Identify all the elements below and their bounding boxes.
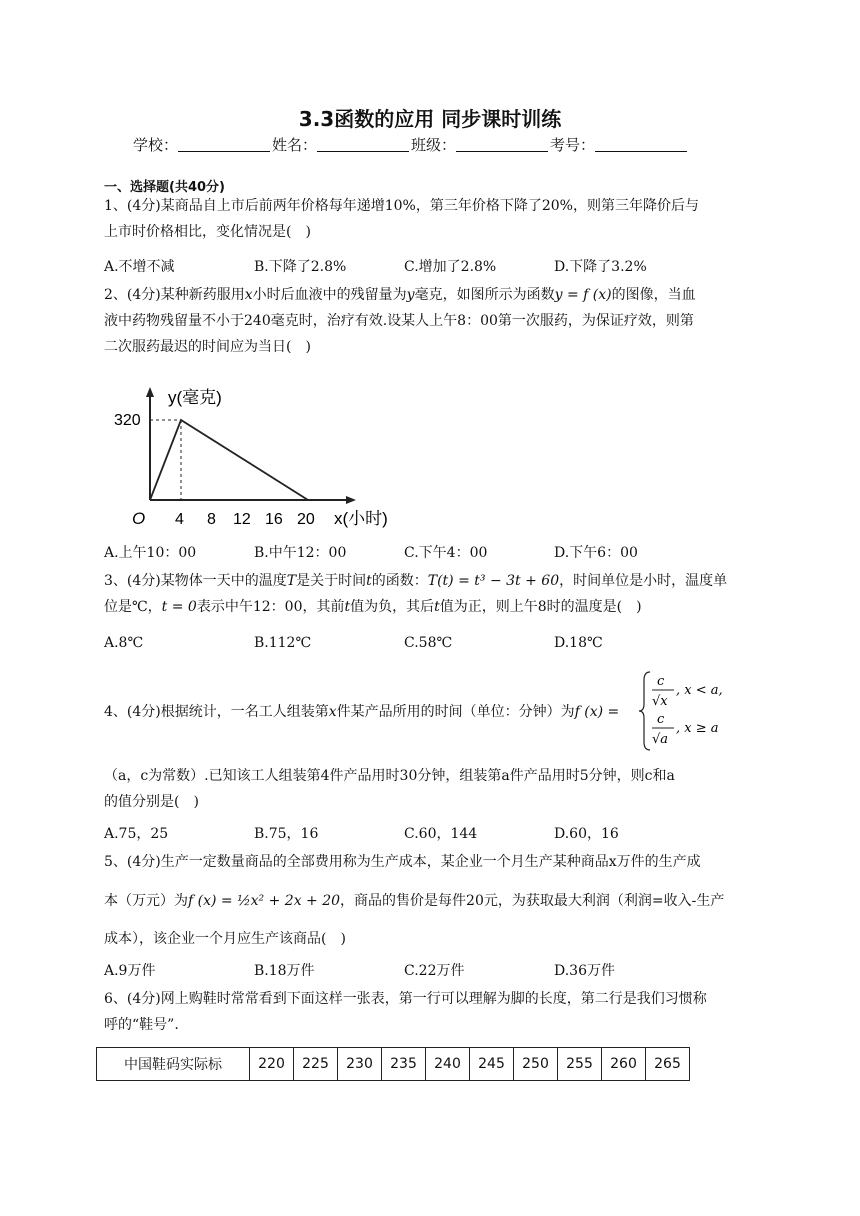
q3-line-2	[104, 594, 764, 620]
q4-var-x: x	[328, 704, 337, 720]
q2-option-a[interactable]: A.上午10：00	[104, 545, 197, 561]
q2-function: y = f (x)	[554, 287, 612, 303]
q2-line-1	[104, 282, 764, 308]
q4-text: 4、(4分)根据统计，一名工人组装第	[104, 704, 329, 720]
q3-options	[104, 635, 764, 657]
q4-option-a[interactable]: A.75，25	[104, 826, 169, 842]
q2-option-d[interactable]: D.下午6：00	[554, 545, 638, 561]
q6-line-2: 呼的“鞋号”.	[104, 1017, 179, 1033]
q2-text: 毫克，如图所示为函数	[414, 287, 555, 303]
q3-option-a[interactable]: A.8℃	[104, 635, 144, 651]
name-blank[interactable]	[317, 137, 409, 152]
q4-option-b[interactable]: B.75，16	[254, 826, 319, 842]
page-title: 3.3函数的应用 同步课时训练	[298, 107, 562, 131]
q4-option-c[interactable]: C.60，144	[404, 826, 478, 842]
q3-text: 位是℃，	[104, 599, 162, 615]
q3-var-t: t	[344, 599, 351, 615]
table-cell: 230	[338, 1048, 382, 1081]
piece2-denominator: √a	[652, 732, 669, 747]
q3-option-c[interactable]: C.58℃	[404, 635, 453, 651]
q5-option-a[interactable]: A.9万件	[104, 963, 156, 979]
q6-line-1: 6、(4分)网上购鞋时常常看到下面这样一张表，第一行可以理解为脚的长度，第二行是我们习惯称	[104, 991, 707, 1007]
x-tick-16: 16	[265, 511, 283, 528]
q1-option-d[interactable]: D.下降了3.2%	[554, 259, 647, 275]
student-info-line	[133, 134, 753, 155]
exam-no-blank[interactable]	[595, 137, 687, 152]
x-tick-20: 20	[297, 511, 315, 528]
class-label: 班级：	[411, 136, 457, 154]
x-tick-8: 8	[207, 511, 216, 528]
piece2-numerator: c	[657, 712, 665, 727]
table-cell: 225	[294, 1048, 338, 1081]
q3-option-b[interactable]: B.112℃	[254, 635, 312, 651]
q5-option-c[interactable]: C.22万件	[404, 963, 465, 979]
y-axis-arrow	[146, 387, 154, 397]
q5-line-2	[104, 888, 764, 914]
q5-line-3: 成本），该企业一个月应生产该商品( )	[104, 931, 346, 947]
q2-option-c[interactable]: C.下午4：00	[404, 545, 488, 561]
table-cell: 250	[514, 1048, 558, 1081]
table-cell: 240	[426, 1048, 470, 1081]
question-1	[104, 193, 764, 245]
shoe-size-table	[96, 1047, 690, 1081]
table-cell: 245	[470, 1048, 514, 1081]
q2-var-x: x	[244, 287, 253, 303]
question-3	[104, 568, 764, 620]
q3-line-1	[104, 568, 764, 594]
y-axis-label: y(毫克)	[168, 388, 222, 407]
q3-var-t: t	[366, 573, 372, 589]
q4-option-d[interactable]: D.60，16	[554, 826, 619, 842]
q3-text: 是关于时间	[296, 573, 367, 589]
q3-text: 值为正，则上午8时的温度是( )	[439, 599, 642, 615]
q3-text: ，时间单位是小时，温度单	[559, 573, 728, 589]
q3-formula: t = 0	[161, 599, 197, 615]
question-4-body	[104, 763, 764, 815]
q5-option-b[interactable]: B.18万件	[254, 963, 315, 979]
q3-text: 表示中午12：00，其前	[196, 599, 345, 615]
class-blank[interactable]	[456, 137, 548, 152]
drug-residue-graph	[112, 384, 412, 534]
y-tick-320: 320	[114, 412, 141, 429]
q3-formula: T(t) = t³ − 3t + 60	[427, 573, 560, 589]
brace-icon	[639, 672, 650, 750]
table-cell: 265	[646, 1048, 690, 1081]
q5-line-1: 5、(4分)生产一定数量商品的全部费用称为生产成本，某企业一个月生产某种商品x万件的生产成	[104, 854, 701, 870]
q4-options	[104, 823, 764, 845]
table-cell: 260	[602, 1048, 646, 1081]
piece1-condition: , x < a,	[676, 683, 723, 698]
q4-piecewise-function	[636, 668, 776, 754]
question-2	[104, 282, 764, 360]
table-row	[97, 1048, 690, 1081]
x-tick-12: 12	[233, 511, 251, 528]
school-blank[interactable]	[178, 137, 270, 152]
section-heading: 一、选择题(共40分)	[104, 180, 225, 195]
table-header-cell: 中国鞋码实际标	[97, 1048, 250, 1081]
q5-text: 本（万元）为	[104, 893, 188, 909]
q1-line-2: 上市时价格相比，变化情况是( )	[104, 224, 311, 240]
table-cell: 255	[558, 1048, 602, 1081]
q2-option-b[interactable]: B.中午12：00	[254, 545, 347, 561]
question-6	[104, 986, 764, 1038]
school-label: 学校：	[133, 136, 179, 154]
q5-options	[104, 960, 764, 982]
q2-text: 小时后血液中的残留量为	[252, 287, 407, 303]
q2-var-y: y	[406, 287, 415, 303]
q4-function: f (x) =	[574, 704, 620, 720]
x-tick-4: 4	[175, 511, 184, 528]
q3-var-t: t	[434, 599, 440, 615]
q5-formula: f (x) = ½x² + 2x + 20	[188, 893, 341, 909]
x-axis-label: x(小时)	[334, 509, 388, 528]
q1-line-1: 1、(4分)某商品自上市后前两年价格每年递增10%，第三年价格下降了20%，则第三年降价后与	[104, 198, 699, 214]
q4-line-3: 的值分别是( )	[104, 794, 199, 810]
x-axis-arrow	[346, 496, 356, 504]
piece2-condition: , x ≥ a	[676, 721, 719, 736]
exam-no-label: 考号：	[550, 136, 596, 154]
q1-option-a[interactable]: A.不增不减	[104, 259, 175, 275]
q2-text: 2、(4分)某种新药服用	[104, 287, 245, 303]
q3-var-T: T	[286, 573, 297, 589]
piece1-numerator: c	[657, 674, 665, 689]
q5-text: ，商品的售价是每件20元，为获取最大利润（利润=收入-生产	[340, 893, 725, 909]
q1-option-b[interactable]: B.下降了2.8%	[254, 259, 347, 275]
q2-text: 的图像，当血	[611, 287, 696, 303]
q1-options	[104, 256, 764, 278]
q3-text: 3、(4分)某物体一天中的温度	[104, 573, 287, 589]
q2-options	[104, 542, 764, 564]
name-label: 姓名：	[272, 136, 318, 154]
table-cell: 220	[250, 1048, 294, 1081]
piece1-denominator: √x	[652, 694, 668, 709]
q3-text: 的函数：	[371, 573, 428, 589]
q3-text: 值为负，其后	[350, 599, 435, 615]
q4-line-2: （a，c为常数）.已知该工人组装第4件产品用时30分钟，组装第a件产品用时5分钟，则c和a	[104, 768, 675, 784]
q4-text: 件某产品所用的时间（单位：分钟）为	[336, 704, 575, 720]
q2-line-2: 液中药物残留量不小于240毫克时，治疗有效.设某人上午8：00第一次服药，为保证疗效，则第	[104, 313, 694, 329]
q5-option-d[interactable]: D.36万件	[554, 963, 615, 979]
q2-line-3: 二次服药最迟的时间应为当日( )	[104, 339, 311, 355]
origin-label: O	[132, 509, 146, 528]
table-cell: 235	[382, 1048, 426, 1081]
q1-option-c[interactable]: C.增加了2.8%	[404, 259, 497, 275]
curve-f	[150, 420, 308, 500]
q3-option-d[interactable]: D.18℃	[554, 635, 603, 651]
